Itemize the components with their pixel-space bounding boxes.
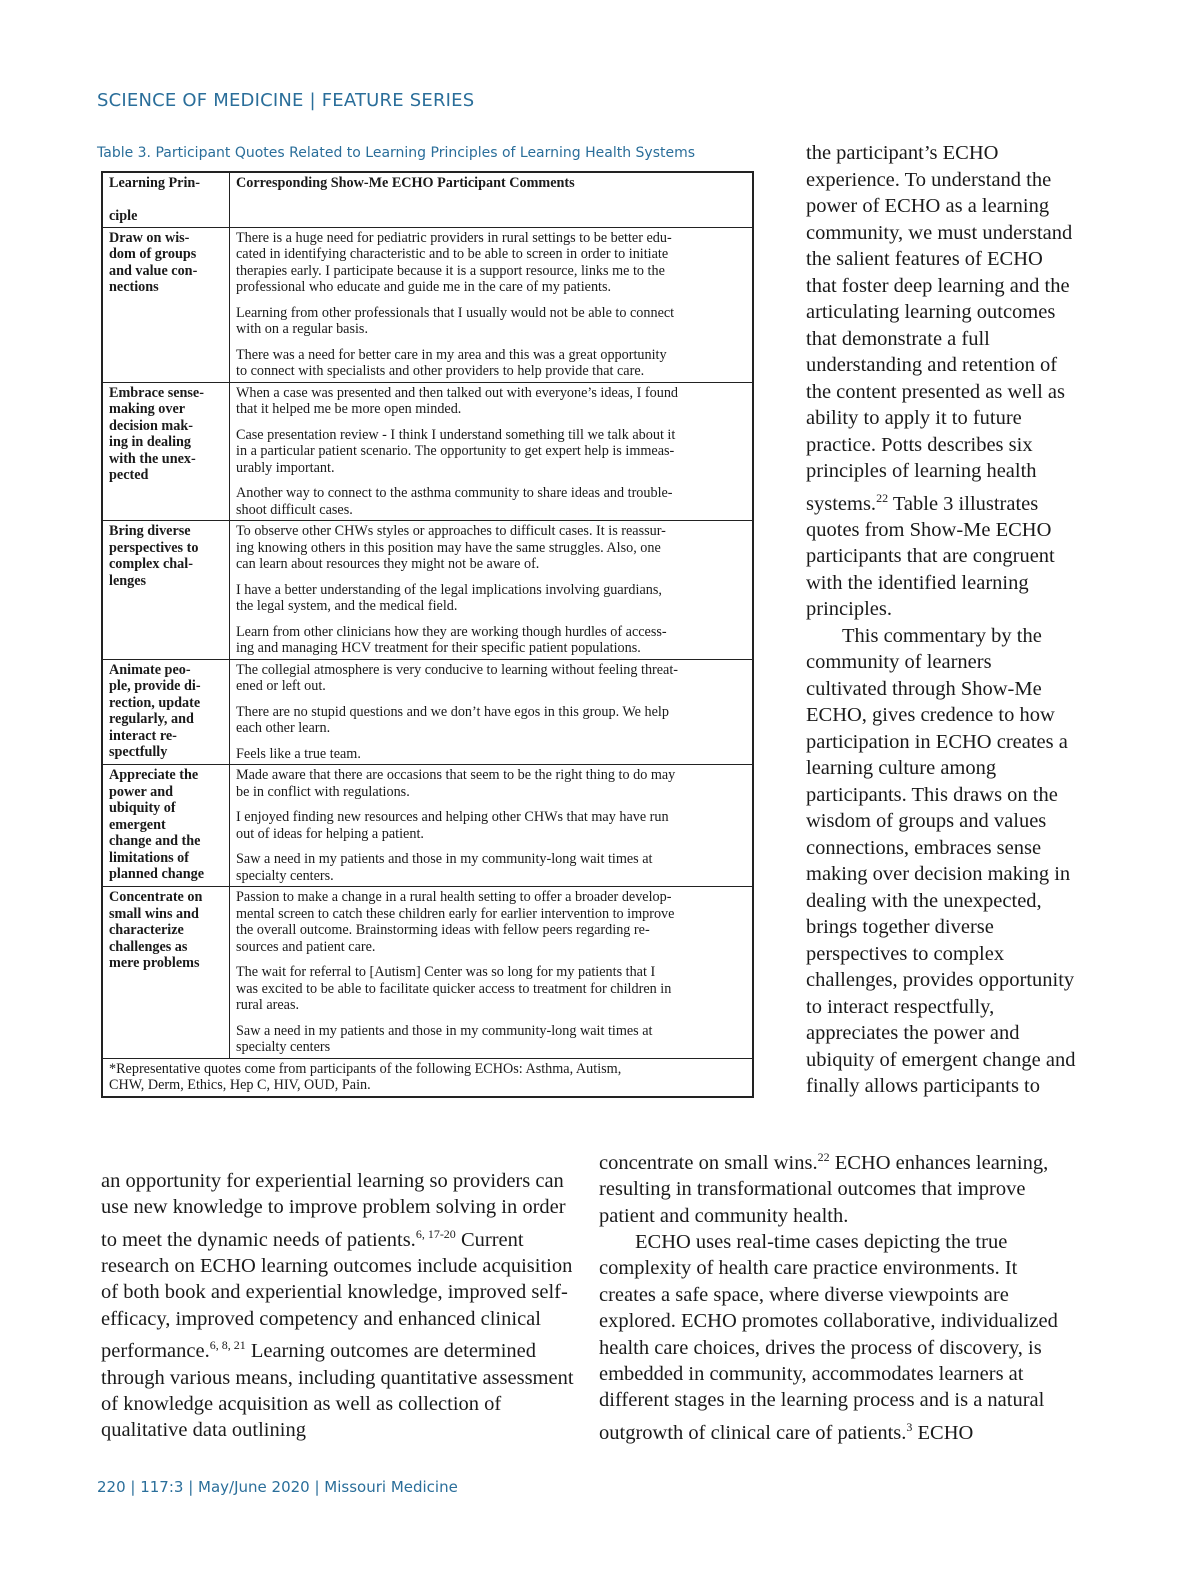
learning-principle-cell: Concentrate on small wins and characterize challenges as mere problems	[102, 887, 230, 1059]
participant-comments-cell	[230, 382, 754, 521]
citation-superscript: 3	[906, 1419, 913, 1434]
learning-principle-cell: Appreciate the power and ubiquity of emergent change and the limitations of planned change	[102, 765, 230, 887]
right-body-text	[599, 1144, 1079, 1446]
participant-quote: The wait for referral to [Autism] Center was so long for my patients that I was excited to be able to facilitate quicker access to treatment for children in rural areas.	[236, 964, 672, 1013]
participant-quote: I enjoyed finding new resources and helping other CHWs that may have run out of ideas for helping a patient.	[236, 809, 669, 842]
participant-quote: There is a huge need for pediatric providers in rural settings to be better edu- cated in identifying characteristic and to be able to screen in order to initiate therapies early. I participate because it is a support resource, links me to the professional who educate and guide me in the care of my patients.	[236, 229, 672, 295]
participant-quote: Case presentation review - I think I understand something till we talk about it in a particular patient scenario. The opportunity to get expert help is immeas- urably important.	[236, 426, 676, 476]
participant-quote: To observe other CHWs styles or approaches to difficult cases. It is reassur- ing knowing others in this position may have the same struggles. Also, one can learn about resources they might not be aware of.	[236, 523, 666, 572]
page-footer: 220 | 117:3 | May/June 2020 | Missouri Medicine	[97, 1478, 458, 1496]
table-row	[102, 765, 753, 887]
participant-quote: Feels like a true team.	[236, 745, 361, 762]
table-footnote: *Representative quotes come from participants of the following ECHOs: Asthma, Autism, CHW, Derm, Ethics, Hep C, HIV, OUD, Pain.	[102, 1058, 753, 1097]
table-row	[102, 227, 753, 382]
participant-quote: Learning from other professionals that I usually would not be able to connect with on a regular basis.	[236, 304, 675, 337]
participant-comments-cell	[230, 765, 754, 887]
learning-principle-cell: Bring diverse perspectives to complex chal- lenges	[102, 521, 230, 660]
table-caption: Table 3. Participant Quotes Related to Learning Principles of Learning Health Systems	[97, 145, 696, 161]
citation-superscript: 22	[817, 1150, 830, 1164]
right-paragraph-2: ECHO uses real-time cases depicting the true complexity of health care practice environments. It creates a safe space, where diverse viewpoints are explored. ECHO promotes collaborative, individualized health care choices, drives the process of discovery, is embedded in community, accommodates learners at different stages in the learning process and is a natural outgrowth of clinical care of patients.$^3$ ECHO	[599, 1231, 1058, 1444]
participant-quote: There was a need for better care in my area and this was a great opportunity to connect with specialists and other providers to help provide that care.	[236, 346, 667, 379]
participant-quote: Passion to make a change in a rural health setting to offer a broader develop- mental screen to catch these children early for earlier intervention to improve the overall outcome. Brainstorming ideas with fellow peers regarding re- sources and patient care.	[236, 889, 675, 955]
citation-superscript: 6, 8, 21	[209, 1338, 246, 1353]
left-body-text: an opportunity for experiential learning so providers can use new knowledge to improve problem solving in order to meet the dynamic needs of patients.$^{6, 17-20}$ Current research on ECHO learning outcomes include acquisition of both book and experiential knowledge, improved self-efficacy, improved competency and enhanced clinical performance.$^{6, 8, 21}$ Learning outcomes are determined through various means, including quantitative assessment of knowledge acquisition as well as collection of qualitative data outlining	[101, 1170, 574, 1442]
table-row	[102, 887, 753, 1059]
participant-comments-cell	[230, 887, 754, 1059]
series-title: SCIENCE OF MEDICINE | FEATURE SERIES	[97, 90, 475, 111]
table-row	[102, 382, 753, 521]
right-paragraph-1: concentrate on small wins.$^{22}$ ECHO enhances learning, resulting in transformational outcomes that improve patient and community health.	[599, 1150, 1049, 1227]
participant-comments-cell	[230, 659, 754, 765]
side-column-text	[806, 140, 1076, 1100]
column-header-principle: Learning Prin- ciple	[102, 172, 230, 227]
column-header-comments: Corresponding Show-Me ECHO Participant Comments	[230, 172, 754, 227]
participant-quote: The collegial atmosphere is very conducive to learning without feeling threat- ened or left out.	[236, 661, 679, 694]
participant-quote: I have a better understanding of the legal implications involving guardians, the legal system, and the medical field.	[236, 581, 662, 614]
participant-quote: Saw a need in my patients and those in my community-long wait times at specialty centers	[236, 1022, 653, 1055]
participant-quote: Saw a need in my patients and those in my community-long wait times at specialty centers.	[236, 851, 653, 884]
participant-comments-cell	[230, 521, 754, 660]
table-row	[102, 521, 753, 660]
participant-quote: Another way to connect to the asthma community to share ideas and trouble- shoot difficult cases.	[236, 485, 673, 518]
side-paragraph-1: the participant’s ECHO experience. To understand the power of ECHO as a learning community, we must understand the salient features of ECHO that foster deep learning and the articulating learning outcomes that demonstrate a full understanding and retention of the content presented as well as ability to apply it to future practice. Potts describes six principles of learning health systems.$^{22}$ Table 3 illustrates quotes from Show-Me ECHO participants that are congruent with the identified learning principles.	[806, 142, 1073, 621]
participant-quote: When a case was presented and then talked out with everyone’s ideas, I found that it helped me be more open minded.	[236, 384, 679, 417]
citation-superscript: 6, 17-20	[415, 1226, 456, 1241]
learning-principle-cell: Animate peo- ple, provide di- rection, update regularly, and interact re- spectfully	[102, 659, 230, 765]
quotes-table	[101, 171, 754, 1098]
table-footnote-row	[102, 1058, 753, 1097]
participant-quote: Learn from other clinicians how they are working though hurdles of access- ing and managing HCV treatment for their specific patient populations.	[236, 623, 667, 656]
participant-quote: Made aware that there are occasions that seem to be the right thing to do may be in conflict with regulations.	[236, 767, 676, 800]
side-paragraph-2: This commentary by the community of learners cultivated through Show-Me ECHO, gives credence to how participation in ECHO creates a learning culture among participants. This draws on the wisdom of groups and values connections, embraces sense making over decision making in dealing with the unexpected, brings together diverse perspectives to complex challenges, provides opportunity to interact respectfully, appreciates the power and ubiquity of emergent change and finally allows participants to	[806, 624, 1076, 1098]
table-row	[102, 659, 753, 765]
citation-superscript: 22	[876, 490, 889, 505]
learning-principle-cell: Embrace sense- making over decision mak- ing in dealing with the unex- pected	[102, 382, 230, 521]
learning-principle-cell: Draw on wis- dom of groups and value con- nections	[102, 227, 230, 382]
table-header-row	[102, 172, 753, 227]
participant-comments-cell	[230, 227, 754, 382]
participant-quote: There are no stupid questions and we don’t have egos in this group. We help each other learn.	[236, 703, 669, 736]
